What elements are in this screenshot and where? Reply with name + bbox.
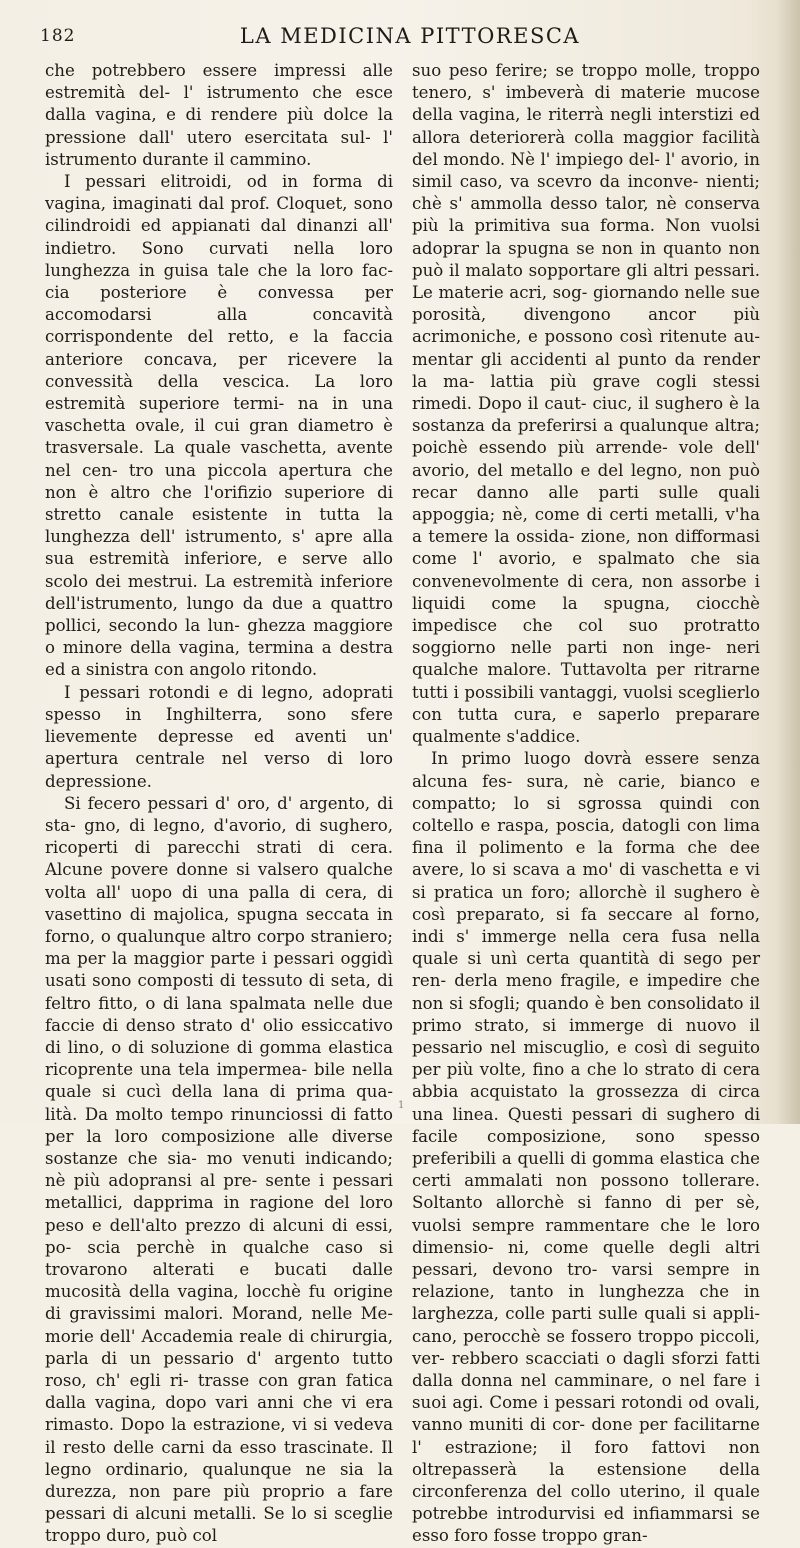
paragraph: Si fecero pessari d' oro, d' argento, di sta- gno, di legno, d'avorio, di sughero, ricoperti di parecchi strati di cera. Alcune povere donne si valsero qualche volta all' uopo di una palla di cera, di vasettino di majolica, spugna seccata in forno, o qualunque altro corpo straniero; ma per la maggior parte i pessari oggidì usati sono composti di tessuto di seta, di feltro fitto, o di lana spalmata nelle due faccie di denso strato d' olio essiccativo di lino, o di soluzione di gomma elastica ricoprente una tela impermea- bile nella quale si cucì della lana di prima qua- lità. Da molto tempo rinunciossi di fatto per la loro composizione alle diverse sostanze che sia- mo venuti indicando; nè più adopransi al pre- sente i pessari metallici, dapprima in ragione del loro peso e dell'alto prezzo di alcuni di essi, po- scia perchè in qualche caso si trovarono alterati e bucati dalle mucosità della vagina, locchè fu origine di gravissimi malori. Morand, nelle Me- morie dell' Accademia reale di chirurgia, parla di un pessario d' argento tutto roso, ch' egli ri- trasse con gran fatica dalla vagina, dopo vari anni che vi era rimasto. Dopo la estrazione, vi si vedeva il resto delle carni da esso trascinate. Il legno ordinario, qualunque ne sia la durezza, non pare più proprio a fare pessari di alcuni metalli. Se lo si sceglie troppo duro, può col — [45, 793, 393, 1546]
page-number: 182 — [40, 26, 76, 46]
left-column — [45, 60, 393, 1548]
paragraph: I pessari rotondi e di legno, adoprati spesso in Inghilterra, sono sfere lievemente depresse ed aventi un' apertura centrale nel verso di loro depressione. — [45, 682, 393, 791]
page-edge-shadow — [778, 0, 800, 1124]
paragraph: In primo luogo dovrà essere senza alcuna fes- sura, nè carie, bianco e compatto; lo si sgrossa quindi con coltello e raspa, poscia, datogli con lima fina il polimento e la forma che dee avere, lo si scava a mo' di vaschetta e vi si pratica un foro; allorchè il sughero è così preparato, si fa seccare al forno, indi s' immerge nella cera fusa nella quale si unì certa quantità di sego per ren- derla meno fragile, e impedire che non si sfogli; quando è ben consolidato il primo strato, si immerge di nuovo il pessario nel miscuglio, e così di seguito per più volte, fino a che lo strato di cera abbia acquistato la grossezza di circa una linea. Questi pessari di sughero di facile composizione, sono spesso preferibili a quelli di gomma elastica che certi ammalati non possono tollerare. Soltanto allorchè si fanno di per sè, vuolsi sempre rammentare che le loro dimensio- ni, come quelle degli altri pessari, devono tro- varsi sempre in relazione, tanto in lunghezza che in larghezza, colle parti sulle quali si appli- cano, perocchè se fossero troppo piccoli, ver- rebbero scacciati o dagli sforzi fatti dalla donna nel camminare, o nel fare i suoi agi. Come i pessari rotondi od ovali, vanno muniti di cor- done per facilitarne l' estrazione; il foro fattovi non oltrepasserà la estensione della circonferenza del collo uterino, il quale potrebbe introdurvisi ed infiammarsi se esso foro fosse troppo gran- — [412, 749, 760, 1546]
page-header — [40, 24, 780, 54]
running-head: LA MEDICINA PITTORESCA — [239, 24, 581, 48]
right-column — [412, 60, 760, 1548]
footer-mark: 1 — [398, 1100, 405, 1111]
paragraph: che potrebbero essere impressi alle estremità del- l' istrumento che esce dalla vagina, e di rendere più dolce la pressione dall' utero esercitata sul- l' istrumento durante il cammino. — [45, 61, 393, 169]
paragraph: suo peso ferire; se troppo molle, troppo tenero, s' imbeverà di materie mucose della vagina, le riterrà negli interstizi ed allora deteriorerà colla maggior facilità del mondo. Nè l' impiego del- l' avorio, in simil caso, va scevro da inconve- nienti; chè s' ammolla desso talor, nè conserva più la primitiva sua forma. Non vuolsi adoprar la spugna se non in quanto non può il malato sopportare gli altri pessari. Le materie acri, sog- giornando nelle sue porosità, divengono ancor più acrimoniche, e possono così ritenute au- mentar gli accidenti al punto da render la ma- lattia più grave cogli stessi rimedi. Dopo il caut- ciuc, il sughero è la sostanza da preferirsi a qualunque altra; poichè essendo più arrende- vole dell' avorio, del metallo e del legno, non può recar danno alle parti sulle quali appoggia; nè, come di certi metalli, v'ha a temere la ossida- zione, non difformasi come l' avorio, e spalmato che sia convenevolmente di cera, non assorbe i liquidi come la spugna, ciocchè impedisce che col suo protratto soggiorno nelle parti non inge- neri qualche malore. Tuttavolta per ritrarne tutti i possibili vantaggi, vuolsi sceglierlo con tutta cura, e saperlo preparare qualmente s'addice. — [412, 61, 760, 747]
paragraph: I pessari elitroidi, od in forma di vagina, imaginati dal prof. Cloquet, sono cilindroidi ed appianati dal dinanzi all' indietro. Sono curvati nella loro lunghezza in guisa tale che la loro fac- cia posteriore è convessa per accomodarsi alla concavità corrispondente del retto, e la faccia anteriore concava, per ricevere la convessità della vescica. La loro estremità superiore termi- na in una vaschetta ovale, il cui gran diametro è trasversale. La quale vaschetta, avente nel cen- tro una piccola apertura che non è altro che l'orifizio superiore di stretto canale esistente in tutta la lunghezza dell' istrumento, s' apre alla sua estremità inferiore, e serve allo scolo dei mestrui. La estremità inferiore dell'istrumento, lungo da due a quattro pollici, secondo la lun- ghezza maggiore o minore della vagina, termina a destra ed a sinistra con angolo ritondo. — [45, 172, 393, 680]
